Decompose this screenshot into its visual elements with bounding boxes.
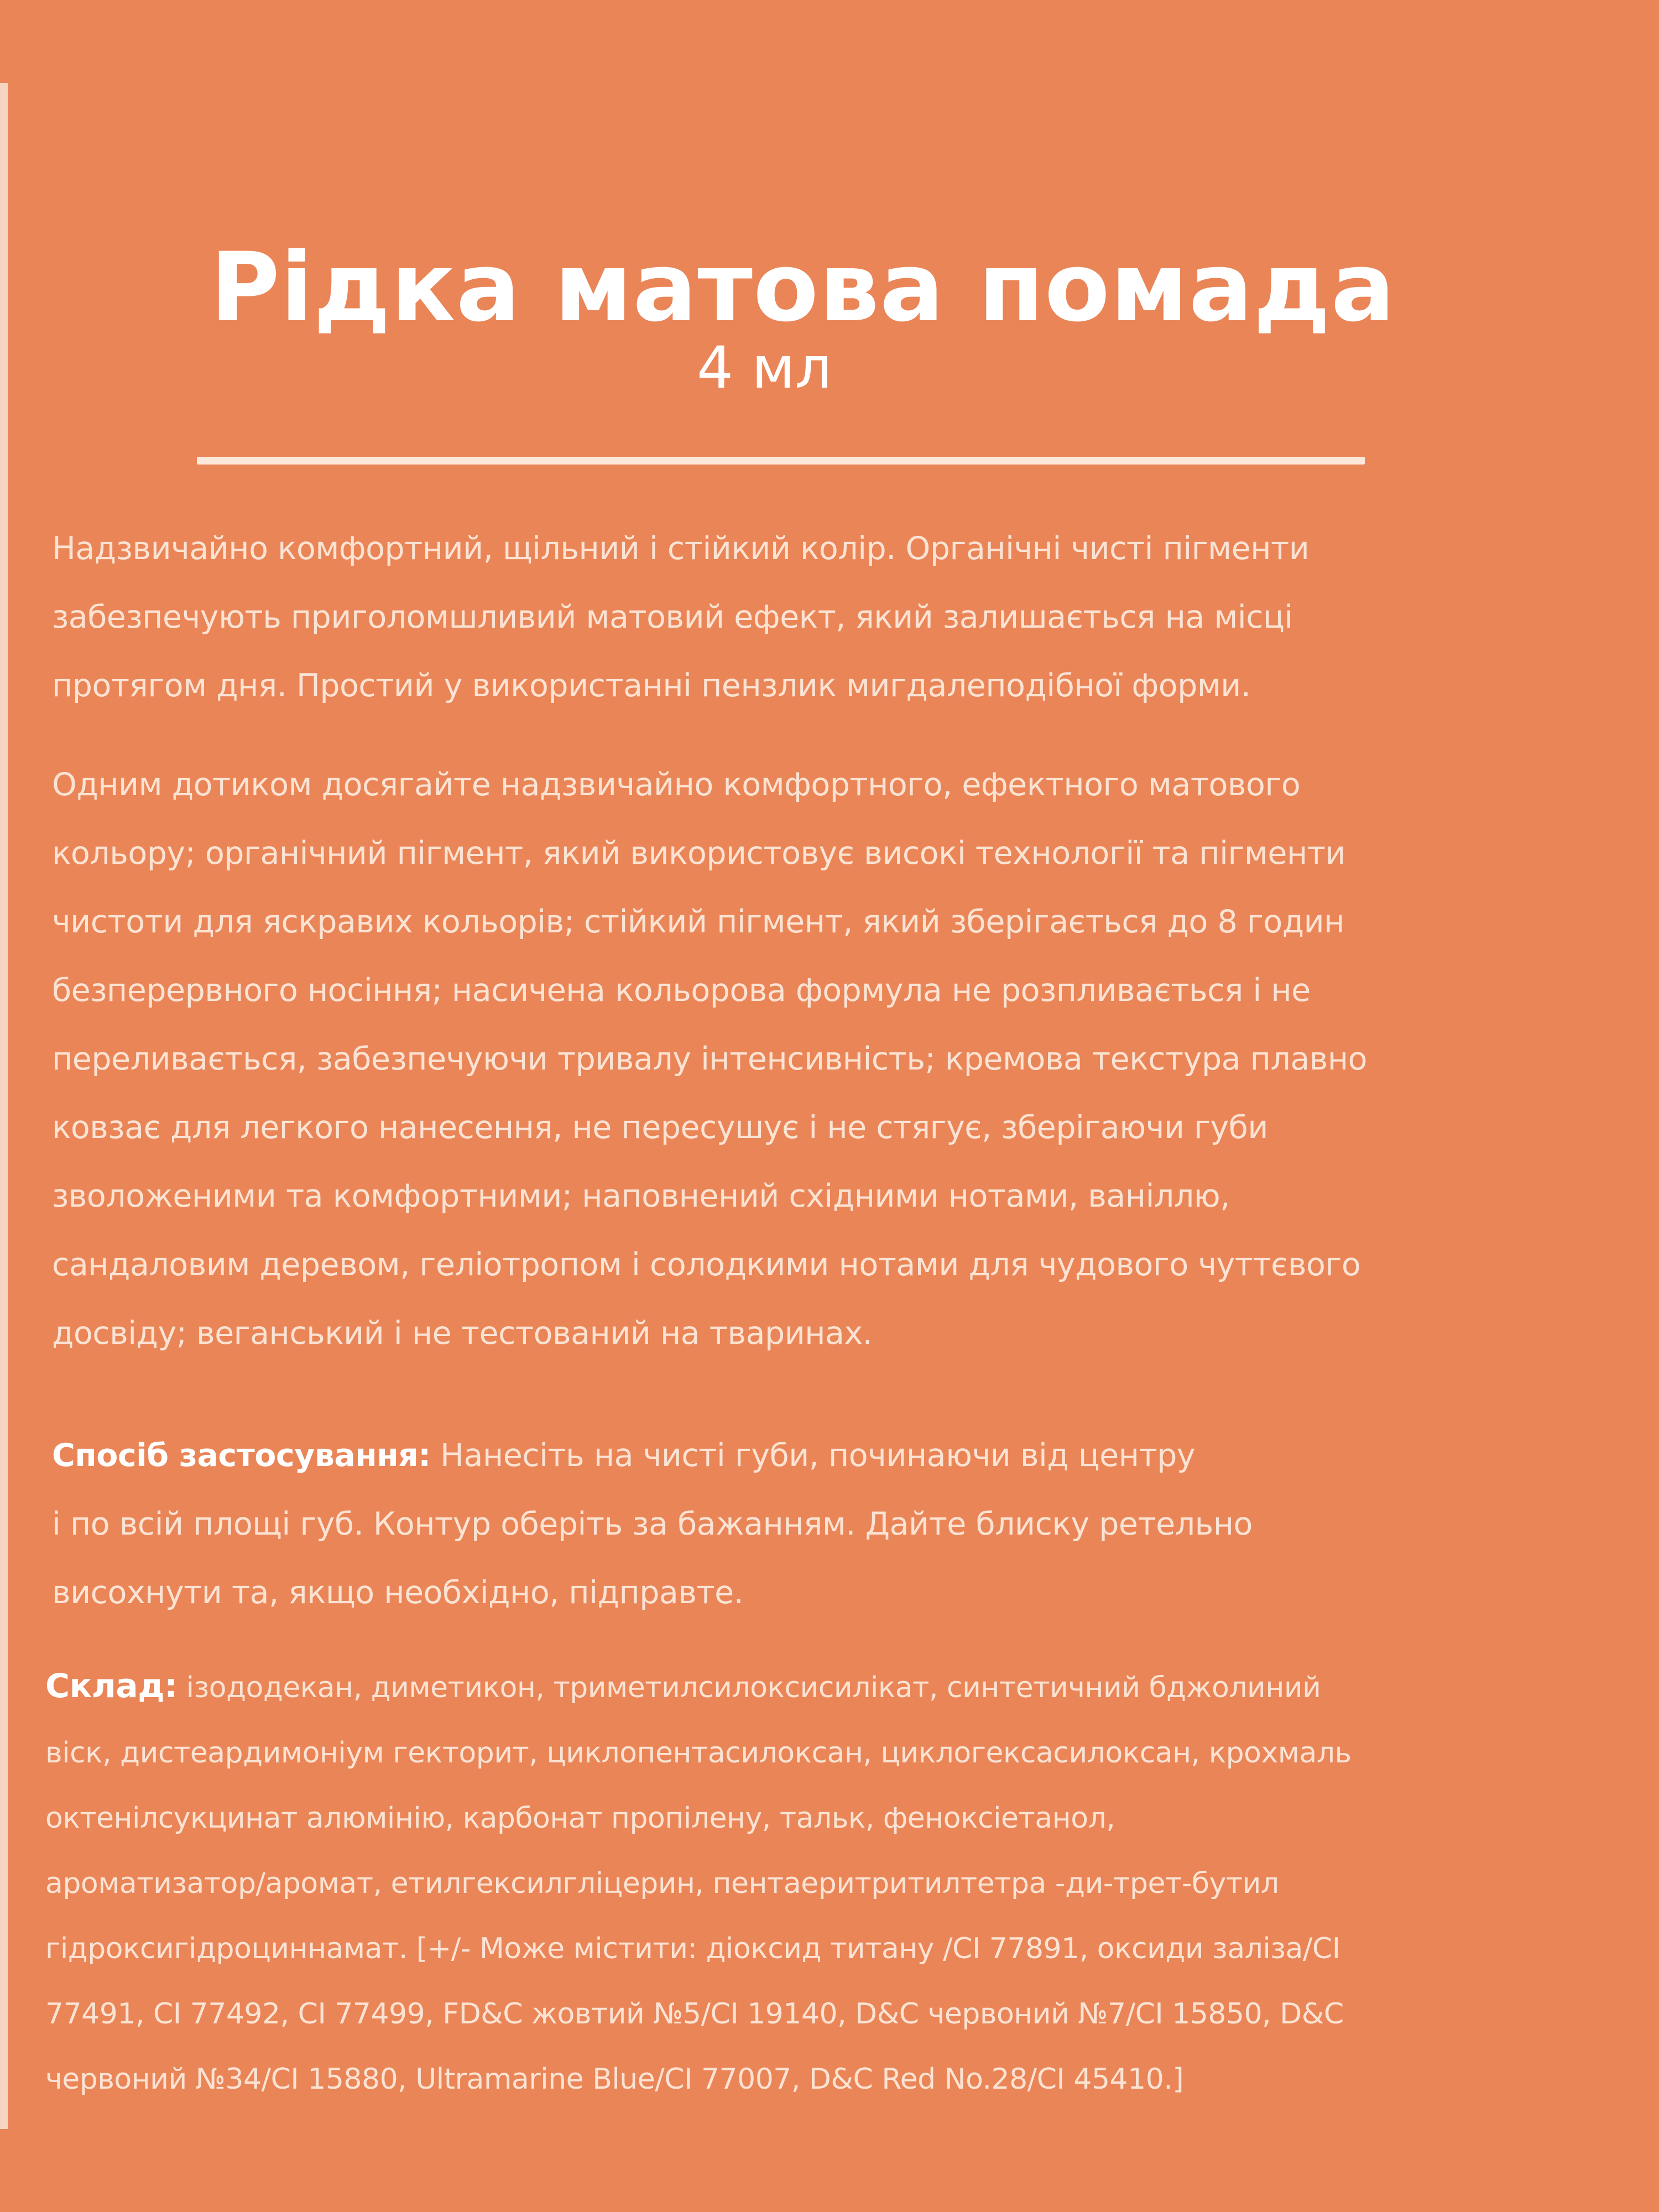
text-line: і по всій площі губ. Контур оберіть за бажанням. Дайте блиску ретельно xyxy=(52,1506,1253,1542)
text-line xyxy=(52,1421,1645,1490)
usage-text: Нанесіть на чисті губи, починаючи від центру xyxy=(430,1437,1196,1474)
text-line: сандаловим деревом, геліотропом і солодкими нотами для чудового чуттєвого xyxy=(52,1246,1361,1283)
text-line: безперервного носіння; насичена кольорова формула не розпливається і не xyxy=(52,972,1311,1009)
composition-section xyxy=(45,1653,1638,2112)
text-line xyxy=(45,1653,1638,1720)
text-line: переливається, забезпечуючи тривалу інтенсивність; кремова текстура плавно xyxy=(52,1041,1368,1077)
text-line: забезпечують приголомшливий матовий ефект, який залишається на місці xyxy=(52,599,1293,635)
left-edge-strip xyxy=(0,83,8,2129)
text-line: зволоженими та комфортними; наповнений східними нотами, ваніллю, xyxy=(52,1178,1230,1214)
text-line: гідроксигідроциннамат. [+/- Може містити: діоксид титану /CI 77891, оксиди заліза/CI xyxy=(45,1932,1340,1965)
text-line: віск, дистеардимоніум гекторит, циклопентасилоксан, циклогексасилоксан, крохмаль xyxy=(45,1736,1352,1770)
text-line: Одним дотиком досягайте надзвичайно комфортного, ефектного матового xyxy=(52,766,1301,803)
usage-label: Спосіб застосування: xyxy=(52,1437,431,1474)
description-paragraph-1 xyxy=(52,514,1645,720)
product-volume: 4 мл xyxy=(697,334,832,401)
composition-text: ізододекан, диметикон, триметилсилоксисилікат, синтетичний бджолиний xyxy=(177,1671,1321,1704)
text-line: 77491, CI 77492, CI 77499, FD&C жовтий №5/CI 19140, D&C червоний №7/CI 15850, D&C xyxy=(45,1997,1344,2031)
text-line: Надзвичайно комфортний, щільний і стійкий колір. Органічні чисті пігменти xyxy=(52,530,1310,567)
text-line: протягом дня. Простий у використанні пензлик мигдалеподібної форми. xyxy=(52,667,1251,704)
title-divider xyxy=(197,457,1365,465)
text-line: октенілсукцинат алюмінію, карбонат пропілену, тальк, феноксіетанол, xyxy=(45,1802,1115,1835)
composition-label: Склад: xyxy=(45,1667,178,1705)
text-line: висохнути та, якщо необхідно, підправте. xyxy=(52,1574,744,1611)
description-paragraph-2 xyxy=(52,750,1645,1368)
usage-section xyxy=(52,1421,1645,1627)
text-line: досвіду; веганський і не тестований на тваринах. xyxy=(52,1315,873,1352)
product-title: Рідка матова помада xyxy=(210,232,1396,343)
text-line: червоний №34/CI 15880, Ultramarine Blue/CI 77007, D&C Red No.28/CI 45410.] xyxy=(45,2063,1184,2096)
text-line: кольору; органічний пігмент, який використовує високі технології та пігменти xyxy=(52,835,1345,872)
text-line: ковзає для легкого нанесення, не пересушує і не стягує, зберігаючи губи xyxy=(52,1109,1268,1146)
text-line: чистоти для яскравих кольорів; стійкий пігмент, який зберігається до 8 годин xyxy=(52,904,1344,940)
text-line: ароматизатор/аромат, етилгексилгліцерин, пентаеритритилтетра -ди-трет-бутил xyxy=(45,1867,1279,1900)
